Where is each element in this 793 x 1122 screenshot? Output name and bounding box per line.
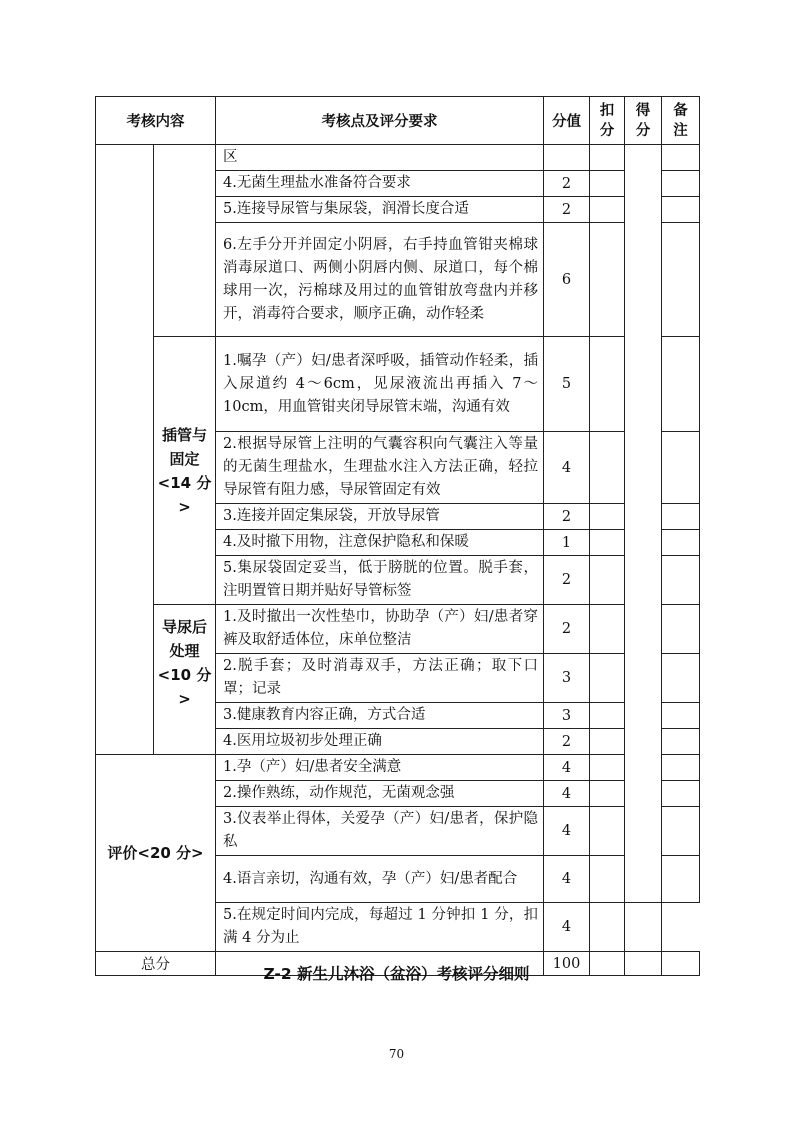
- header-content: 考核内容: [96, 97, 216, 145]
- deduct-cell: [590, 530, 625, 556]
- remark-cell: [662, 781, 700, 807]
- deduct-cell: [590, 171, 625, 197]
- deduct-cell: [590, 755, 625, 781]
- item-score: 4: [544, 781, 590, 807]
- item-text: 3.健康教育内容正确，方式合适: [216, 703, 544, 729]
- header-points: 考核点及评分要求: [216, 97, 544, 145]
- deduct-cell: [590, 807, 625, 856]
- total-label: 总分: [96, 952, 216, 976]
- table-row: [96, 755, 700, 781]
- header-got: 得 分: [625, 97, 662, 145]
- remark-cell: [662, 337, 700, 432]
- subcategory-continued: [154, 145, 216, 337]
- page-number: 70: [388, 1047, 405, 1061]
- subcategory-after-care: 导尿后 处理 <10 分>: [154, 605, 216, 755]
- item-text: 区: [216, 145, 544, 171]
- got-cell: [625, 145, 662, 903]
- remark-cell: [662, 171, 700, 197]
- remark-cell: [662, 223, 700, 337]
- deduct-cell: [590, 654, 625, 703]
- header-remark: 备 注: [662, 97, 700, 145]
- category-cell: [96, 145, 154, 755]
- item-score: 2: [544, 605, 590, 654]
- item-text: 1.孕（产）妇/患者安全满意: [216, 755, 544, 781]
- remark-cell: [662, 556, 700, 605]
- remark-cell: [662, 197, 700, 223]
- remark-cell: [662, 654, 700, 703]
- deduct-cell: [590, 856, 625, 903]
- item-text: 1.及时撤出一次性垫巾，协助孕（产）妇/患者穿裤及取舒适体位，床单位整洁: [216, 605, 544, 654]
- item-score: 1: [544, 530, 590, 556]
- deduct-cell: [590, 781, 625, 807]
- item-score: 4: [544, 903, 590, 952]
- item-text: 5.连接导尿管与集尿袋，润滑长度合适: [216, 197, 544, 223]
- item-score: 4: [544, 807, 590, 856]
- remark-cell: [662, 145, 700, 171]
- item-score: [544, 145, 590, 171]
- item-text: 5.在规定时间内完成，每超过 1 分钟扣 1 分，扣满 4 分为止: [216, 903, 544, 952]
- remark-cell: [662, 703, 700, 729]
- remark-cell: [625, 903, 662, 952]
- remark-cell: [662, 856, 700, 903]
- item-score: 2: [544, 197, 590, 223]
- item-text: 3.仪表举止得体，关爱孕（产）妇/患者，保护隐私: [216, 807, 544, 856]
- item-score: 3: [544, 654, 590, 703]
- item-score: 2: [544, 556, 590, 605]
- item-text: 4.医用垃圾初步处理正确: [216, 729, 544, 755]
- item-text: 5.集尿袋固定妥当，低于膀胱的位置。脱手套，注明置管日期并贴好导管标签: [216, 556, 544, 605]
- table-row: [96, 337, 700, 432]
- item-text: 2.脱手套；及时消毒双手，方法正确；取下口罩；记录: [216, 654, 544, 703]
- deduct-cell: [590, 197, 625, 223]
- item-text: 3.连接并固定集尿袋，开放导尿管: [216, 504, 544, 530]
- remark-cell: [662, 530, 700, 556]
- item-text: 4.及时撤下用物，注意保护隐私和保暖: [216, 530, 544, 556]
- item-score: 6: [544, 223, 590, 337]
- deduct-cell: [590, 223, 625, 337]
- item-score: 4: [544, 755, 590, 781]
- header-deduct: 扣 分: [590, 97, 625, 145]
- item-score: 2: [544, 729, 590, 755]
- item-text: 4.无菌生理盐水准备符合要求: [216, 171, 544, 197]
- deduct-cell: [590, 432, 625, 504]
- subcategory-insertion: 插管与 固定 <14 分>: [154, 337, 216, 605]
- item-score: 4: [544, 856, 590, 903]
- item-text: 6.左手分开并固定小阴唇，右手持血管钳夹棉球消毒尿道口、两侧小阴唇内侧、尿道口，每个棉球用一次，污棉球及用过的血管钳放弯盘内并移开，消毒符合要求，顺序正确，动作轻柔: [216, 223, 544, 337]
- deduct-cell: [590, 145, 625, 171]
- remark-cell: [662, 504, 700, 530]
- item-score: 2: [544, 504, 590, 530]
- category-evaluation: 评价<20 分>: [96, 755, 216, 952]
- item-text: 4.语言亲切，沟通有效，孕（产）妇/患者配合: [216, 856, 544, 903]
- item-score: 2: [544, 171, 590, 197]
- deduct-cell: [590, 556, 625, 605]
- deduct-cell: [590, 337, 625, 432]
- item-text: 1.嘱孕（产）妇/患者深呼吸，插管动作轻柔，插入尿道约 4～6cm，见尿液流出再插入 7～10cm，用血管钳夹闭导尿管末端，沟通有效: [216, 337, 544, 432]
- item-score: 4: [544, 432, 590, 504]
- remark-cell: [662, 807, 700, 856]
- scoring-table: [95, 96, 700, 976]
- item-score: 5: [544, 337, 590, 432]
- remark-cell: [662, 605, 700, 654]
- total-score: 100: [544, 952, 590, 976]
- section-title: Z-2 新生儿沐浴（盆浴）考核评分细则: [263, 965, 530, 983]
- deduct-cell: [590, 729, 625, 755]
- header-score: 分值: [544, 97, 590, 145]
- remark-cell: [662, 432, 700, 504]
- deduct-cell: [590, 903, 625, 952]
- table-row: [96, 605, 700, 654]
- deduct-cell: [590, 504, 625, 530]
- remark-cell: [662, 729, 700, 755]
- item-text: 2.根据导尿管上注明的气囊容积向气囊注入等量的无菌生理盐水，生理盐水注入方法正确，轻拉导尿管有阻力感，导尿管固定有效: [216, 432, 544, 504]
- item-score: 3: [544, 703, 590, 729]
- deduct-cell: [590, 703, 625, 729]
- remark-cell: [662, 755, 700, 781]
- item-text: 2.操作熟练，动作规范，无菌观念强: [216, 781, 544, 807]
- table-row: [96, 145, 700, 171]
- header-row: [96, 97, 700, 145]
- deduct-cell: [590, 605, 625, 654]
